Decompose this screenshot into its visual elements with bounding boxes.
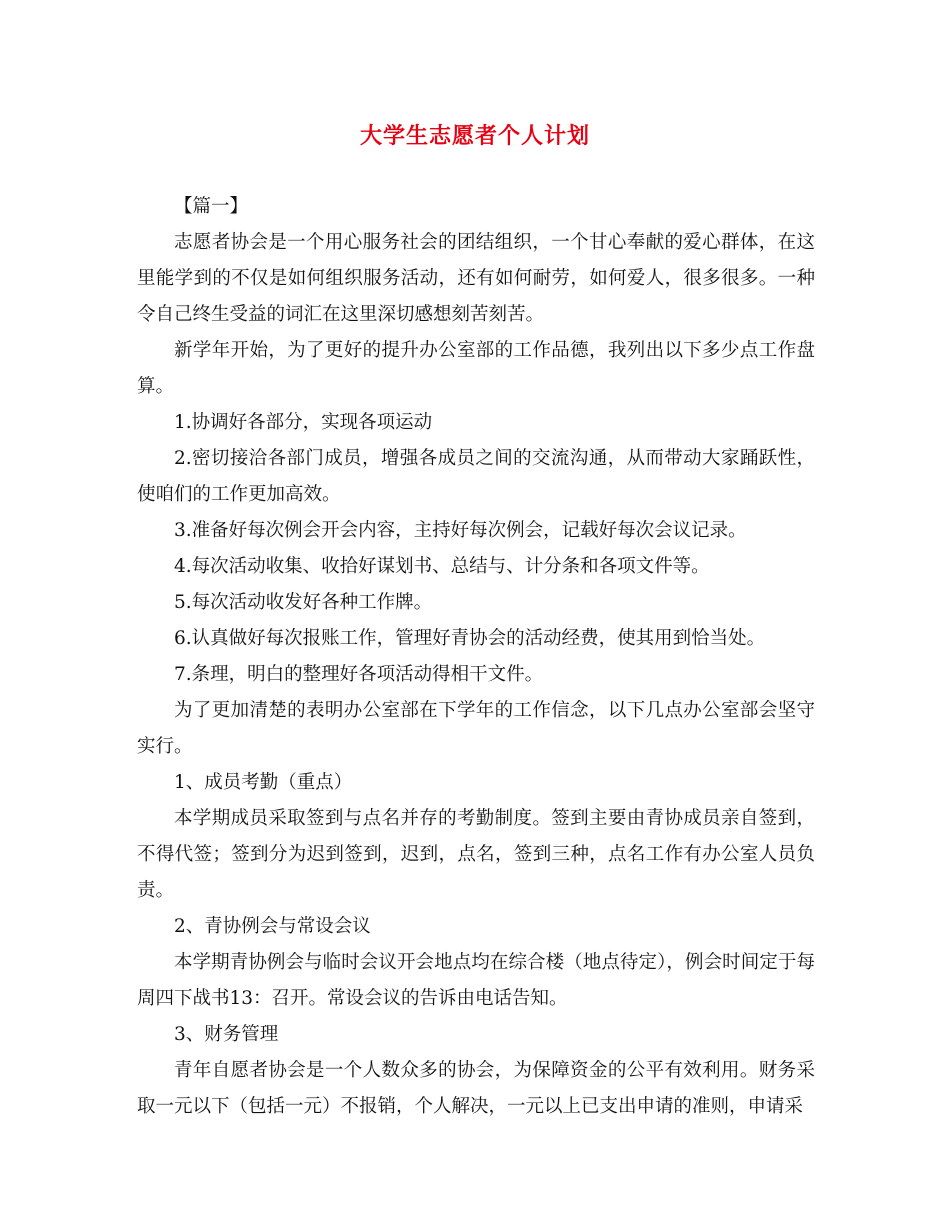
section-heading-finance: 3、财务管理 (174, 1024, 279, 1045)
list-item-5: 5.每次活动收发好各种工作牌。 (174, 592, 433, 613)
section-heading-attendance: 1、成员考勤（重点） (174, 772, 353, 793)
paragraph-plan-intro: 新学年开始，为了更好的提升办公室部的工作品德，我列出以下多少点工作盘算。 (137, 340, 815, 397)
section-heading-meetings: 2、青协例会与常设会议 (174, 916, 371, 937)
list-item-2: 2.密切接洽各部门成员，增强各成员之间的交流沟通，从而带动大家踊跃性，使咱们的工作更加高效。 (137, 448, 815, 505)
paragraph-commitment: 为了更加清楚的表明办公室部在下学年的工作信念，以下几点办公室部会坚守实行。 (137, 700, 815, 757)
list-item-7: 7.条理，明白的整理好各项活动得相干文件。 (174, 664, 544, 685)
document-title: 大学生志愿者个人计划 (359, 123, 590, 149)
paragraph-attendance: 本学期成员采取签到与点名并存的考勤制度。签到主要由青协成员亲自签到，不得代签；签到分为迟到签到，迟到，点名，签到三种，点名工作有办公室人员负责。 (137, 808, 815, 901)
paragraph-intro: 志愿者协会是一个用心服务社会的团结组织，一个甘心奉献的爱心群体，在这里能学到的不仅是如何组织服务活动，还有如何耐劳，如何爱人，很多很多。一种令自己终生受益的词汇在这里深切感想刻苦刻苦。 (137, 232, 815, 325)
list-item-3: 3.准备好每次例会开会内容，主持好每次例会，记载好每次会议记录。 (174, 520, 747, 541)
list-item-4: 4.每次活动收集、收拾好谋划书、总结与、计分条和各项文件等。 (174, 556, 710, 577)
list-item-1: 1.协调好各部分，实现各项运动 (174, 412, 433, 433)
section-heading-part-one: 【篇一】 (174, 196, 249, 217)
list-item-6: 6.认真做好每次报账工作，管理好青协会的活动经费，使其用到恰当处。 (174, 628, 766, 649)
paragraph-finance: 青年自愿者协会是一个人数众多的协会，为保障资金的公平有效利用。财务采取一元以下（包括一元）不报销，个人解决，一元以上已支出申请的准则，申请采 (137, 1060, 815, 1117)
paragraph-meetings: 本学期青协例会与临时会议开会地点均在综合楼（地点待定），例会时间定于每周四下战书13：召开。常设会议的告诉由电话告知。 (137, 952, 815, 1009)
document-body (137, 189, 815, 1125)
